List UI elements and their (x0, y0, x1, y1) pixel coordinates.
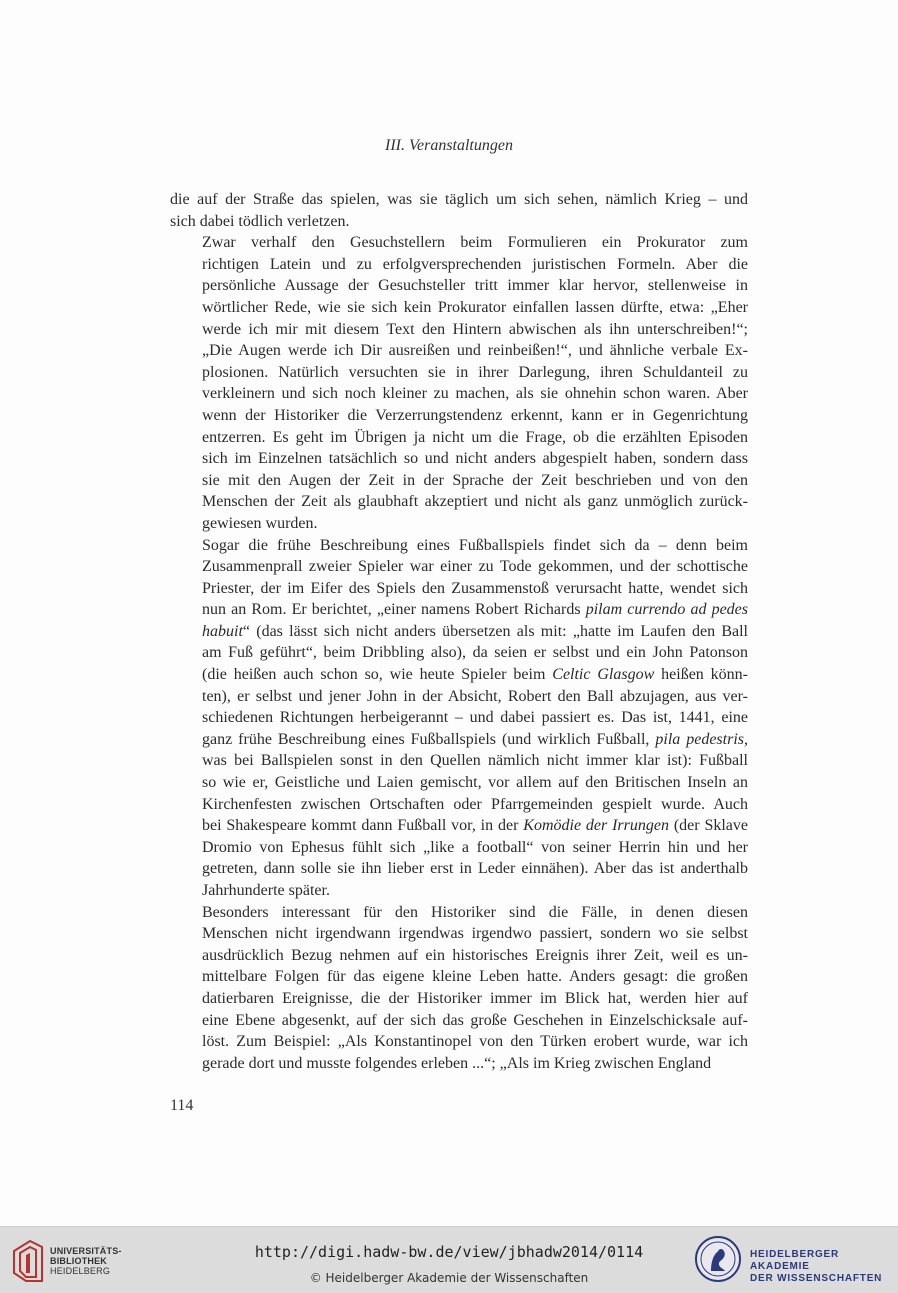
text-run: datierbaren Ereignisse, die der Historiker immer im Blick hat, werden hier auf (202, 989, 748, 1007)
text-run: Dromio von Ephesus fühlt sich „like a football“ von seiner Herrin hin und her (202, 838, 748, 856)
running-head: III. Veranstaltungen (385, 137, 513, 154)
permalink-url[interactable]: http://digi.hadw-bw.de/view/jbhadw2014/0114 (254, 1243, 644, 1261)
text-run: mittelbare Folgen für das eigene kleine Leben hatte. Anders gesagt: die großen (202, 968, 748, 986)
text-line (170, 448, 748, 470)
text-line (170, 319, 748, 341)
paragraph (170, 535, 748, 902)
text-run: werde ich mir mit diesem Text den Hintern abwischen als ihn unterschreiben!“; (202, 320, 748, 338)
text-line (170, 1053, 748, 1075)
text-line (170, 642, 748, 664)
page-number: 114 (170, 1097, 194, 1114)
body-text (170, 189, 748, 1074)
text-run: ganz frühe Beschreibung eines Fußballspiels (und wirklich Fußball, (202, 730, 656, 748)
text-line (170, 189, 748, 211)
text-run: Menschen der Zeit als glaubhaft akzeptiert und nicht als ganz unmöglich zurück- (202, 493, 748, 511)
text-run: Besonders interessant für den Historiker sind die Fälle, in denen diesen (202, 903, 748, 921)
text-line (170, 1010, 748, 1032)
text-run: Kirchenfesten zwischen Ortschaften oder Pfarrgemeinden gespielt wurde. Auch (202, 795, 748, 813)
text-run: (der Sklave (668, 817, 748, 835)
text-line (170, 664, 748, 686)
text-line (170, 729, 748, 751)
text-run: die auf der Straße das spielen, was sie täglich um sich sehen, nämlich Krieg – und (170, 191, 748, 208)
text-run: heißen könn- (654, 666, 749, 684)
text-run: wenn der Historiker die Verzerrungstendenz erkennt, kann er in Gegenrichtung (202, 406, 748, 424)
text-line (170, 686, 748, 708)
text-run: Sogar die frühe Beschreibung eines Fußballspiels findet sich da – denn beim (202, 536, 748, 554)
text-line (170, 902, 748, 924)
paragraph (170, 902, 748, 1075)
paragraph (170, 232, 748, 534)
text-run: „Die Augen werde ich Dir ausreißen und reinbeißen!“, und ähnliche verbale Ex- (202, 342, 748, 360)
text-run: ten), er selbst und jener John in der Absicht, Robert den Ball abzujagen, aus ver- (202, 687, 748, 705)
italic-text: Komödie der Irrungen (523, 817, 669, 835)
footer-bar (0, 1226, 898, 1293)
text-run: schiedenen Richtungen herbeigerannt – und dabei passiert es. Das ist, 1441, eine (202, 709, 748, 727)
text-run: plosionen. Natürlich versuchten sie in ihrer Darlegung, ihren Schuldanteil zu (202, 363, 748, 381)
text-line (170, 772, 748, 794)
text-line (170, 707, 748, 729)
italic-text: habuit (202, 622, 243, 640)
text-run: verkleinern und sich noch kleiner zu machen, als sie ohnehin schon waren. Aber (202, 385, 748, 403)
text-run: löst. Zum Beispiel: „Als Konstantinopel von den Türken erobert wurde, war ich (202, 1033, 748, 1051)
text-line (170, 383, 748, 405)
text-line (170, 254, 748, 276)
text-run: bei Shakespeare kommt dann Fußball vor, in der (202, 817, 524, 835)
text-line (170, 621, 748, 643)
text-line (170, 923, 748, 945)
text-line (170, 297, 748, 319)
library-name-line: UNIVERSITÄTS- (50, 1246, 122, 1256)
italic-text: pila pedestris (655, 730, 744, 748)
text-line (170, 275, 748, 297)
academy-name-line: DER WISSENSCHAFTEN (750, 1273, 883, 1284)
text-run: sich im Einzelnen tatsächlich so und nicht anders abgespielt haben, sondern dass (202, 450, 748, 468)
text-line (170, 405, 748, 427)
text-run: am Fuß geführt“, beim Dribbling also), da seien er selbst und ein John Patonson (202, 644, 748, 662)
text-run: eine Ebene abgesenkt, auf der sich das große Geschehen in Einzelschicksale auf- (202, 1011, 748, 1029)
text-run: entzerren. Es geht im Übrigen ja nicht um die Frage, ob die erzählten Episoden (202, 428, 748, 446)
text-line (170, 945, 748, 967)
text-run: so wie er, Geistliche und Laien gemischt, vor allem auf den Britischen Inseln an (202, 774, 748, 792)
library-name-line: HEIDELBERG (50, 1266, 111, 1276)
text-run: gerade dort und musste folgendes erleben ...“; „Als im Krieg zwischen England (202, 1054, 712, 1072)
text-run: richtigen Latein und zu erfolgversprechenden juristischen Formeln. Aber die (202, 255, 748, 273)
text-run: sich dabei tödlich verletzen. (170, 212, 350, 230)
paragraph (170, 189, 748, 232)
text-line (170, 815, 748, 837)
text-run: (die heißen auch schon so, wie heute Spieler beim (202, 666, 553, 684)
text-line (170, 966, 748, 988)
copyright-notice: © Heidelberger Akademie der Wissenschaften (309, 1271, 589, 1285)
text-line (170, 513, 748, 535)
text-line (170, 427, 748, 449)
academy-seal-icon[interactable] (694, 1235, 742, 1283)
text-line (170, 837, 748, 859)
text-line (170, 578, 748, 600)
text-line (170, 556, 748, 578)
text-line (170, 858, 748, 880)
library-name-line: BIBLIOTHEK (50, 1256, 107, 1266)
text-run: “ (das lässt sich nicht anders übersetzen als mit: „hatte im Laufen den Ball (242, 622, 748, 640)
text-line (170, 491, 748, 513)
text-line (170, 535, 748, 557)
text-line (170, 362, 748, 384)
text-line (170, 599, 748, 621)
italic-text: pilam currendo ad pedes (585, 601, 749, 619)
academy-name-line: HEIDELBERGER AKADEMIE (750, 1249, 840, 1272)
text-run: Zwar verhalf den Gesuchstellern beim Formulieren ein Prokurator zum (202, 234, 748, 252)
text-run: ausdrücklich Bezug nehmen auf ein historisches Ereignis ihrer Zeit, weil es un- (202, 946, 748, 964)
text-run: wörtlicher Rede, wie sie sich kein Prokurator einfallen lassen dürfte, etwa: „Eher (202, 298, 748, 316)
text-run: Menschen nicht irgendwann irgendwas irgendwo passiert, sondern wo sie selbst (202, 925, 748, 943)
text-run: Jahrhunderte später. (202, 882, 330, 899)
text-line (170, 470, 748, 492)
text-line (170, 880, 748, 902)
text-run: , (744, 730, 748, 748)
text-line (170, 211, 748, 233)
text-line (170, 1031, 748, 1053)
italic-text: Celtic Glasgow (552, 666, 655, 684)
text-line (170, 988, 748, 1010)
text-run: nun an Rom. Er berichtet, „einer namens Robert Richards (202, 601, 586, 619)
text-line (170, 232, 748, 254)
text-line (170, 340, 748, 362)
text-run: was bei Ballspielen sonst in den Quellen nämlich nicht immer klar ist): Fußball (202, 752, 748, 770)
text-run: gewiesen wurden. (202, 514, 318, 532)
text-run: Zusammenprall zweier Spieler war einer zu Tode gekommen, und der schottische (202, 558, 748, 576)
text-line (170, 794, 748, 816)
text-run: Priester, der im Eifer des Spiels den Zusammenstoß verursacht hatte, wendet sich (202, 579, 748, 597)
text-run: getreten, dann solle sie ihn lieber erst in Leder einnähen). Aber das ist anderthalb (202, 860, 748, 878)
academy-name (750, 1249, 898, 1285)
text-run: persönliche Aussage der Gesuchsteller tritt immer klar hervor, stellenweise in (202, 277, 748, 295)
text-run: sie mit den Augen der Zeit in der Sprache der Zeit beschrieben und von den (202, 471, 748, 489)
text-line (170, 750, 748, 772)
